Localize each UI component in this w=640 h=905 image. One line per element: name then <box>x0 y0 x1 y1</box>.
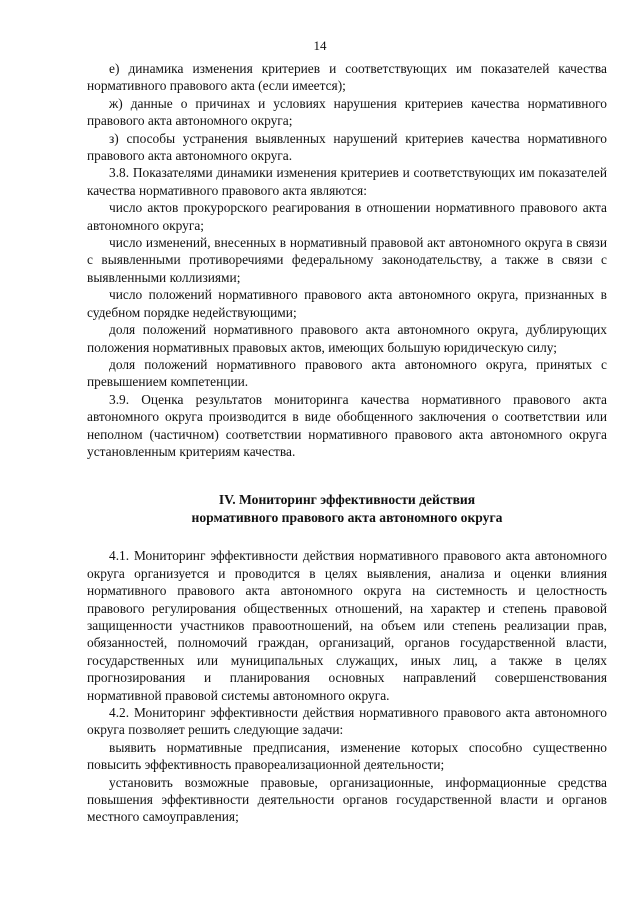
document-body <box>87 60 607 826</box>
paragraph: з) способы устранения выявленных нарушений критериев качества нормативного правового акта автономного округа. <box>87 130 607 164</box>
paragraph: 3.9. Оценка результатов мониторинга качества нормативного правового акта автономного округа производится в виде обобщенного заключения о соответствии или неполном (частичном) соответствии нормативного правового акта автономного округа установленным критериям качества. <box>87 391 607 459</box>
paragraph: установить возможные правовые, организационные, информационные средства повышения эффективности деятельности органов государственной власти и органов местного самоуправления; <box>87 774 607 825</box>
section-heading-line: IV. Мониторинг эффективности действия <box>218 492 476 508</box>
paragraph: выявить нормативные предписания, изменение которых способно существенно повысить эффективность правореализационной деятельности; <box>87 739 607 773</box>
page-number: 14 <box>313 38 327 53</box>
paragraph: число положений нормативного правового акта автономного округа, признанных в судебном порядке недействующими; <box>87 287 607 320</box>
paragraph: ж) данные о причинах и условиях нарушения критериев качества нормативного правового акта автономного округа; <box>87 95 607 129</box>
paragraph: число изменений, внесенных в нормативный правовой акт автономного округа в связи с выявленными противоречиями федеральному законодательству, а также в связи с выявленными коллизиями; <box>87 235 607 285</box>
section-heading-line: нормативного правового акта автономного округа <box>191 510 503 526</box>
section-heading <box>87 491 607 527</box>
paragraph: число актов прокурорского реагирования в отношении нормативного правового акта автономного округа; <box>87 200 607 233</box>
paragraph: доля положений нормативного правового акта автономного округа, принятых с превышением компетенции. <box>87 356 607 390</box>
paragraph: 3.8. Показателями динамики изменения критериев и соответствующих им показателей качества нормативного правового акта являются: <box>87 165 607 198</box>
paragraph: 4.2. Мониторинг эффективности действия нормативного правового акта автономного округа позволяет решить следующие задачи: <box>87 705 607 738</box>
paragraph: доля положений нормативного правового акта автономного округа, дублирующих положения нормативных правовых актов, имеющих большую юридическую силу; <box>87 322 607 355</box>
paragraph: е) динамика изменения критериев и соответствующих им показателей качества нормативного правового акта (если имеется); <box>87 61 607 94</box>
paragraph: 4.1. Мониторинг эффективности действия нормативного правового акта автономного округа организуется и проводится в целях выявления, анализа и оценки влияния нормативного правового акта автономного округа на системность и целостность правового регулирования общественных отношений, на характер и степень правовой защищенности участников правоотношений, на объем или степень реализации прав, обязанностей, полномочий граждан, организаций, органов государственной власти, государственных или муниципальных служащих, иных лиц, а также в целях прогнозирования и планирования основных направлений совершенствования нормативной правовой системы автономного округа. <box>87 548 607 703</box>
